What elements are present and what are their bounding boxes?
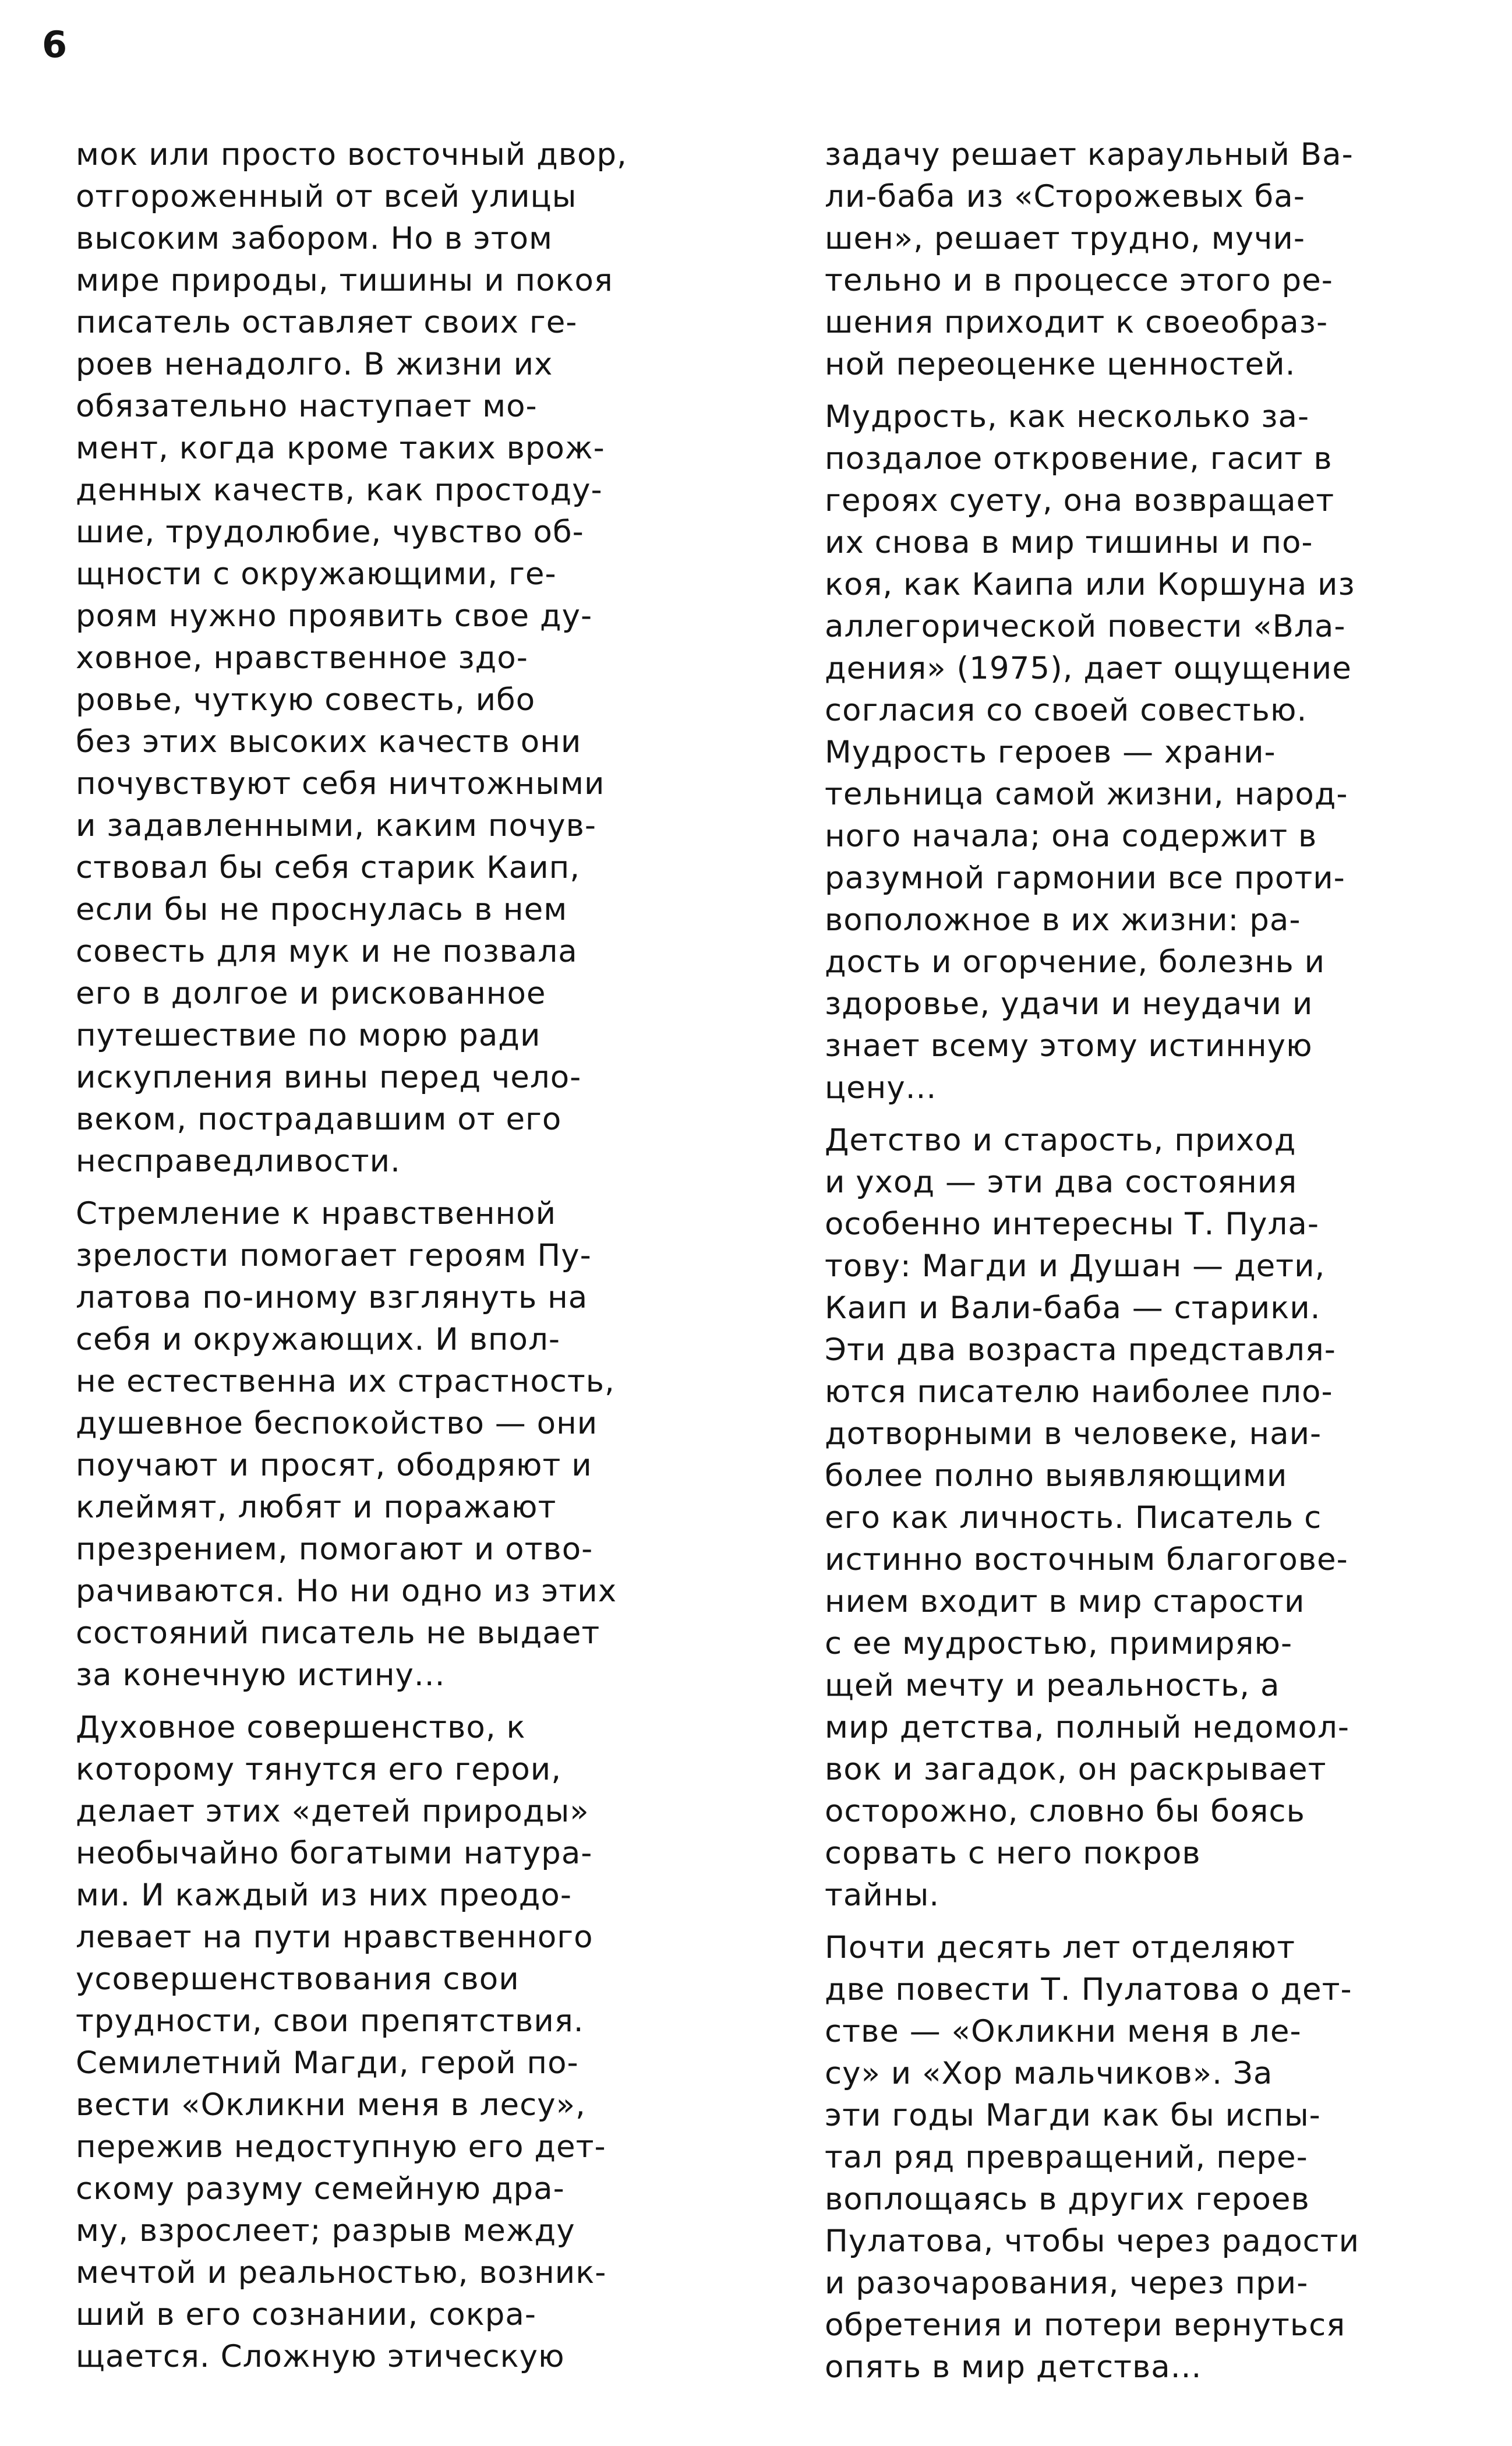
page-number: 6	[42, 23, 68, 66]
paragraph: Детство и старость, приход и уход — эти два состояния особенно интересны Т. Пула- тову: Магди и Душан — дети, Каип и Вали-баба — старики. Эти два возраста представля- ются писателю наиболее пло- дотворными в человеке, наи- более полно выявляющими его как личность. Писатель с истинно восточным благогове- нием входит в мир старости с ее мудростью, примиряю- щей мечту и реальность, а мир детства, полный недомол- вок и загадок, он раскрывает осторожно, словно бы боясь сорвать с него покров тайны.	[825, 1123, 1350, 1913]
paragraph: мок или просто восточный двор, отгороженный от всей улицы высоким забором. Но в этом мире природы, тишины и покоя писатель оставляет своих ге- роев ненадолго. В жизни их обязательно наступает мо- мент, когда кроме таких врож- денных качеств, как простоду- шие, трудолюбие, чувство об- щности с окружающими, ге- роям нужно проявить свое ду- ховное, нравственное здо- ровье, чуткую совесть, ибо без этих высоких качеств они почувствуют себя ничтожными и задавленными, каким почув- ствовал бы себя старик Каип, если бы не проснулась в нем совесть для мук и не позвала его в долгое и рискованное путешествие по морю ради искупления вины перед чело- веком, пострадавшим от его несправедливости.	[76, 137, 627, 1179]
paragraph: задачу решает караульный Ва- ли-баба из «Сторожевых ба- шен», решает трудно, мучи- тельно и в процессе этого ре- шения приходит к своеобраз- ной переоценке ценностей.	[825, 137, 1354, 382]
paragraph: Почти десять лет отделяют две повести Т. Пулатова о дет- стве — «Окликни меня в ле- су» и «Хор мальчиков». За эти годы Магди как бы испы- тал ряд превращений, пере- воплощаясь в других героев Пулатова, чтобы через радости и разочарования, через при- обретения и потери вернуться опять в мир детства...	[825, 1930, 1360, 2385]
left-column	[76, 134, 741, 2378]
paragraph: Духовное совершенство, к которому тянутся его герои, делает этих «детей природы» необычайно богатыми натура- ми. И каждый из них преодо- левает на пути нравственного усовершенствования свои трудности, свои препятствия. Семилетний Магди, герой по- вести «Окликни меня в лесу», пережив недоступную его дет- скому разуму семейную дра- му, взрослеет; разрыв между мечтой и реальностью, возник- ший в его сознании, сокра- щается. Сложную этическую	[76, 1710, 607, 2374]
paragraph: Стремление к нравственной зрелости помогает героям Пу- латова по-иному взглянуть на себя и окружающих. И впол- не естественна их страстность, душевное беспокойство — они поучают и просят, ободряют и клеймят, любят и поражают презрением, помогают и отво- рачиваются. Но ни одно из этих состояний писатель не выдает за конечную истину...	[76, 1196, 617, 1693]
right-column	[825, 134, 1490, 2388]
paragraph: Мудрость, как несколько за- поздалое откровение, гасит в героях суету, она возвращает их снова в мир тишины и по- коя, как Каипа или Коршуна из аллегорической повести «Вла- дения» (1975), дает ощущение согласия со своей совестью. Мудрость героев — храни- тельница самой жизни, народ- ного начала; она содержит в разумной гармонии все проти- воположное в их жизни: ра- дость и огорчение, болезнь и здоровье, удачи и неудачи и знает всему этому истинную цену...	[825, 399, 1355, 1106]
